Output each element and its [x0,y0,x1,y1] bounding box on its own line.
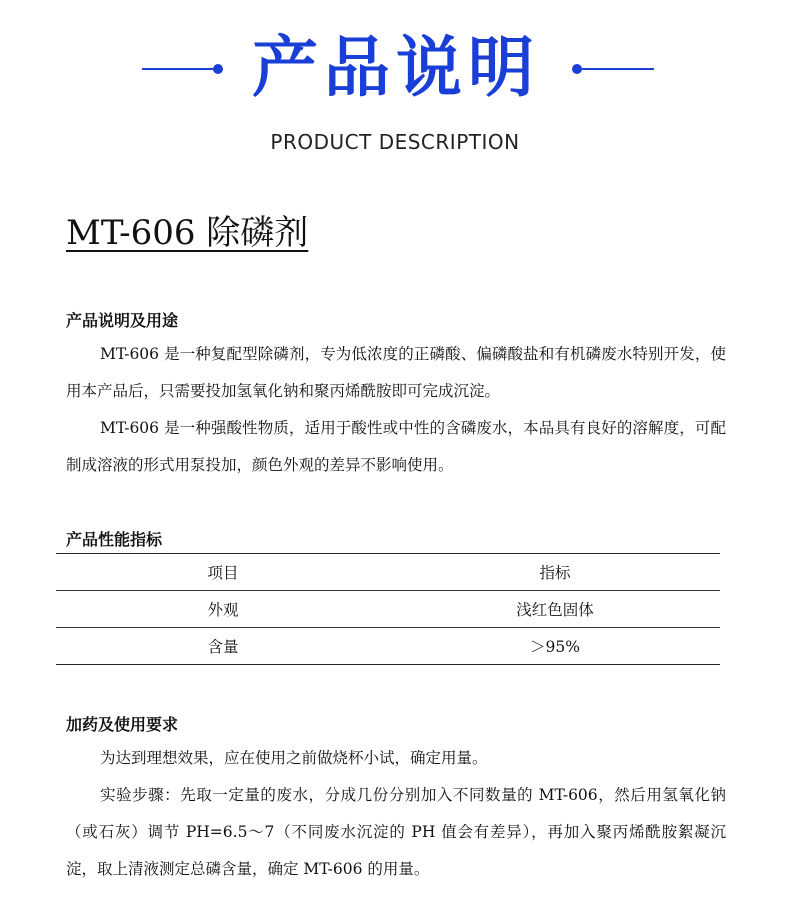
specs-heading: 产品性能指标 [66,530,163,549]
specs-table [56,553,720,665]
description-paragraph: MT-606 是一种强酸性物质，适用于酸性或中性的含磷废水，本品具有良好的溶解度，可配制成溶液的形式用泵投加，颜色外观的差异不影响使用。 [66,419,726,474]
product-title: MT-606 除磷剂 [66,213,309,253]
table-cell: ＞95% [390,628,720,665]
usage-heading: 加药及使用要求 [66,715,179,734]
usage-paragraph: 为达到理想效果，应在使用之前做烧杯小试，确定用量。 [100,749,488,767]
description-paragraph: MT-606 是一种复配型除磷剂，专为低浓度的正磷酸、偏磷酸盐和有机磷废水特别开发，使用本产品后，只需要投加氢氧化钠和聚丙烯酰胺即可完成沉淀。 [66,345,726,400]
table-header-cell: 项目 [56,554,390,591]
table-cell: 浅红色固体 [390,591,720,628]
table-row [56,591,720,628]
section-banner [0,28,790,108]
table-header-cell: 指标 [390,554,720,591]
description-heading: 产品说明及用途 [66,311,179,330]
table-cell: 外观 [56,591,390,628]
banner-dot-left [213,64,223,74]
usage-paragraph: 实验步骤：先取一定量的废水，分成几份分别加入不同数量的 MT-606，然后用氢氧化钠（或石灰）调节 PH=6.5～7（不同废水沉淀的 PH 值会有差异），再加入聚丙烯酰胺絮凝沉淀，取上清液测定总磷含量，确定 MT-606 的用量。 [66,786,726,878]
table-header-row [56,554,720,591]
banner-subtitle: PRODUCT DESCRIPTION [270,130,520,154]
banner-line-left [142,68,218,70]
banner-title: 产品说明 [252,29,540,106]
banner-line-right [582,68,654,70]
table-row [56,628,720,665]
banner-dot-right [572,64,582,74]
table-cell: 含量 [56,628,390,665]
